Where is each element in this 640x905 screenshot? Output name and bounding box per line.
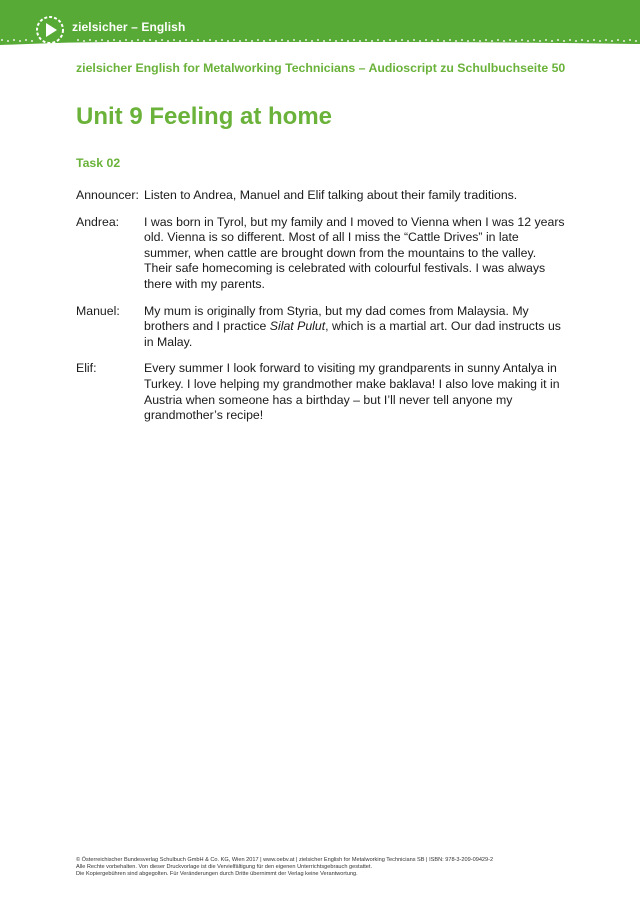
speaker-line — [144, 215, 566, 293]
footer-line: Alle Rechte vorbehalten. Von dieser Druckvorlage ist die Vervielfältigung für den eigenen Unterrichtsgebrauch gestattet. — [76, 864, 373, 871]
page-title: Unit 9 Feeling at home — [76, 103, 333, 130]
speaker-name: Elif: — [76, 361, 97, 376]
brand-name: zielsicher – English — [72, 20, 186, 34]
speaker-line — [144, 304, 566, 351]
speaker-line — [144, 188, 566, 204]
line-text-italic: Silat Pulut — [269, 319, 326, 334]
script-row-elif — [76, 361, 566, 423]
footer-line: Die Kopiergebühren sind abgegolten. Für Veränderungen durch Dritte übernimmt der Verlag keine Verantwortung. — [76, 871, 358, 878]
line-text: , which is a martial art. Our dad instructs us in Malay. — [144, 319, 561, 349]
document-subtitle: zielsicher English for Metalworking Technicians – Audioscript zu Schulbuchseite 50 — [76, 61, 566, 75]
line-text: I was born in Tyrol, but my family and I moved to Vienna when I was 12 years old. Vienna is so different. Most of all I miss the “Cattle Drives” in late summer, when cattle are brought down from the mountains to the valley. Their safe homecoming is celebrated with colourful festivals. I was always there with my parents. — [144, 214, 565, 291]
line-text: Listen to Andrea, Manuel and Elif talking about their family traditions. — [144, 188, 518, 202]
footer-line: © Österreichischer Bundesverlag Schulbuch GmbH & Co. KG, Wien 2017 | www.oebv.at | zielsicher English for Metalworking Technicians SB | ISBN: 978-3-209-09429-2 — [76, 857, 494, 863]
speaker-name: Announcer: — [76, 188, 139, 202]
task-label: Task 02 — [76, 156, 121, 170]
line-text: Every summer I look forward to visiting my grandparents in sunny Antalya in Turkey. I love helping my grandmother make baklava! I also love making it in Austria when someone has a birthday – but I’ll never tell anyone my grandmother’s recipe! — [144, 361, 560, 423]
speaker-name: Andrea: — [76, 214, 120, 229]
speaker-line — [144, 361, 566, 423]
audioscript — [76, 188, 566, 435]
play-icon — [35, 15, 65, 45]
copyright-footer — [76, 857, 596, 879]
header-banner — [0, 0, 640, 52]
line-text: My mum is originally from Styria, but my dad comes from Malaysia. My brothers and I practice — [144, 303, 529, 334]
script-row-manuel — [76, 304, 566, 351]
speaker-name: Manuel: — [76, 303, 120, 318]
script-row-andrea — [76, 215, 566, 293]
script-row-announcer — [76, 188, 566, 204]
